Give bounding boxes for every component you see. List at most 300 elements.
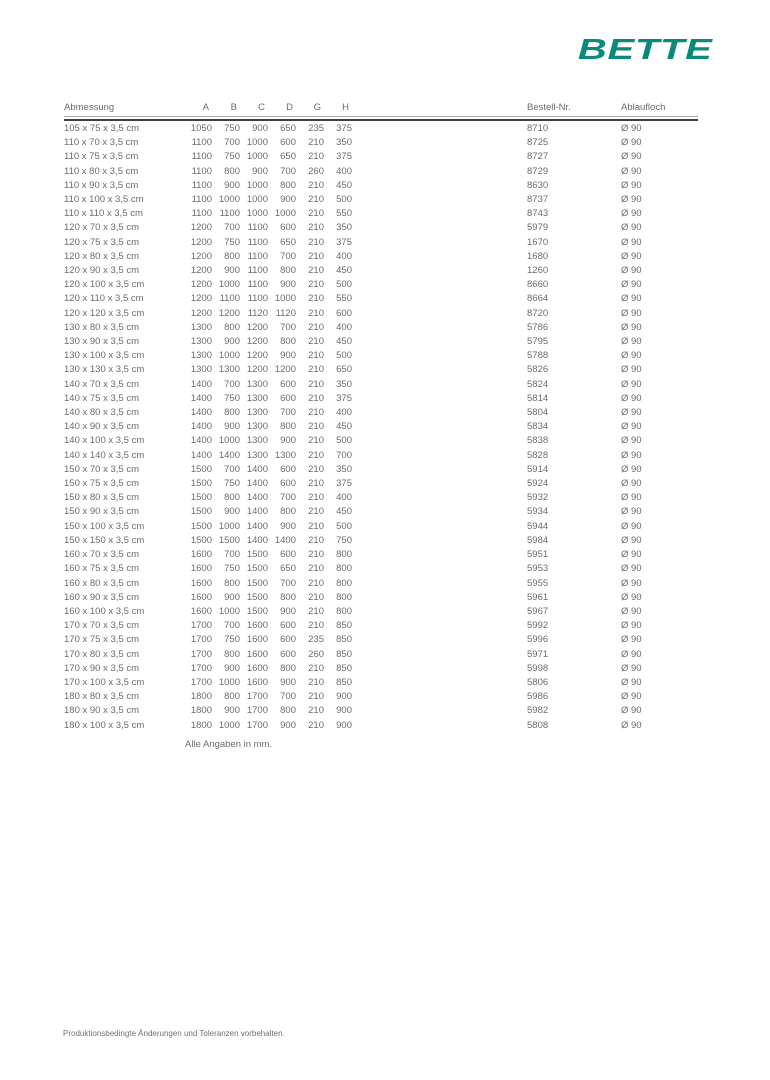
cell-d: 650 (280, 151, 296, 163)
cell-c: 1100 (247, 236, 268, 248)
cell-b: 1000 (218, 350, 240, 362)
cell-abmessung: 170 x 70 x 3,5 cm (64, 620, 139, 632)
table-row (64, 335, 698, 349)
cell-d: 600 (280, 478, 296, 490)
cell-c: 1400 (246, 520, 268, 532)
cell-bestell-nr: 5826 (527, 364, 549, 376)
cell-ablaufloch: Ø 90 (621, 194, 642, 206)
cell-bestell-nr: 5804 (527, 407, 549, 419)
cell-a: 1100 (191, 137, 212, 149)
table-row (64, 122, 698, 136)
cell-ablaufloch: Ø 90 (621, 378, 642, 390)
cell-b: 750 (224, 634, 240, 646)
cell-abmessung: 110 x 70 x 3,5 cm (64, 137, 139, 149)
cell-h: 550 (336, 208, 352, 220)
cell-a: 1400 (190, 421, 212, 433)
col-header-b: B (230, 102, 237, 113)
cell-abmessung: 140 x 90 x 3,5 cm (64, 421, 139, 433)
cell-g: 210 (308, 492, 324, 504)
cell-d: 700 (280, 250, 296, 262)
cell-ablaufloch: Ø 90 (621, 506, 642, 518)
cell-c: 1600 (246, 648, 268, 660)
table-row (64, 704, 698, 718)
cell-b: 750 (224, 236, 240, 248)
cell-b: 900 (224, 265, 240, 277)
cell-d: 900 (280, 279, 296, 291)
footer-disclaimer: Produktionsbedingte Änderungen und Toleranzen vorbehalten. (63, 1029, 285, 1038)
cell-c: 1500 (246, 549, 268, 561)
cell-b: 700 (224, 620, 240, 632)
cell-h: 750 (336, 534, 352, 546)
cell-abmessung: 130 x 100 x 3,5 cm (64, 350, 145, 362)
table-row (64, 321, 698, 335)
cell-b: 700 (224, 463, 240, 475)
cell-a: 1300 (190, 350, 212, 362)
cell-d: 800 (280, 421, 296, 433)
cell-g: 210 (308, 506, 324, 518)
cell-h: 500 (336, 520, 352, 532)
cell-d: 650 (280, 236, 296, 248)
cell-c: 1000 (246, 179, 268, 191)
cell-ablaufloch: Ø 90 (621, 279, 642, 291)
cell-g: 210 (308, 250, 324, 262)
cell-g: 210 (308, 137, 324, 149)
cell-bestell-nr: 5934 (527, 506, 549, 518)
cell-b: 700 (224, 378, 240, 390)
cell-g: 210 (308, 534, 324, 546)
cell-b: 700 (224, 549, 240, 561)
cell-d: 600 (280, 222, 296, 234)
cell-ablaufloch: Ø 90 (621, 350, 642, 362)
cell-ablaufloch: Ø 90 (621, 534, 642, 546)
cell-g: 210 (308, 208, 324, 220)
cell-bestell-nr: 8720 (527, 307, 549, 319)
cell-g: 210 (308, 194, 324, 206)
cell-ablaufloch: Ø 90 (621, 620, 642, 632)
cell-abmessung: 110 x 75 x 3,5 cm (64, 151, 139, 163)
cell-abmessung: 170 x 90 x 3,5 cm (64, 662, 139, 674)
cell-ablaufloch: Ø 90 (621, 691, 642, 703)
header-rule-thick (64, 119, 698, 121)
cell-b: 1300 (218, 364, 240, 376)
cell-g: 210 (308, 350, 324, 362)
cell-b: 750 (224, 478, 240, 490)
table-row (64, 349, 698, 363)
cell-abmessung: 180 x 100 x 3,5 cm (64, 719, 145, 731)
table-row (64, 605, 698, 619)
cell-bestell-nr: 5814 (527, 392, 549, 404)
table-row (64, 633, 698, 647)
cell-d: 1120 (275, 307, 296, 319)
cell-b: 700 (224, 222, 240, 234)
cell-a: 1200 (190, 222, 212, 234)
cell-c: 1100 (247, 250, 268, 262)
cell-bestell-nr: 5838 (527, 435, 549, 447)
cell-bestell-nr: 5982 (527, 705, 549, 717)
cell-abmessung: 110 x 110 x 3,5 cm (64, 208, 143, 220)
table-row (64, 477, 698, 491)
cell-abmessung: 180 x 80 x 3,5 cm (64, 691, 139, 703)
cell-g: 210 (308, 676, 324, 688)
cell-bestell-nr: 5971 (527, 648, 549, 660)
table-row (64, 648, 698, 662)
table-row (64, 378, 698, 392)
cell-d: 800 (280, 265, 296, 277)
cell-b: 800 (224, 691, 240, 703)
dimensions-table (64, 101, 698, 733)
cell-d: 800 (280, 662, 296, 674)
cell-bestell-nr: 5808 (527, 719, 549, 731)
cell-a: 1400 (190, 407, 212, 419)
cell-a: 1700 (190, 620, 212, 632)
table-row (64, 491, 698, 505)
cell-ablaufloch: Ø 90 (621, 478, 642, 490)
cell-g: 210 (308, 435, 324, 447)
cell-a: 1500 (190, 534, 212, 546)
cell-c: 900 (252, 123, 268, 134)
cell-abmessung: 150 x 90 x 3,5 cm (64, 506, 139, 518)
cell-h: 500 (336, 435, 352, 447)
cell-bestell-nr: 8725 (527, 137, 549, 149)
cell-b: 800 (224, 407, 240, 419)
cell-h: 850 (336, 620, 352, 632)
cell-ablaufloch: Ø 90 (621, 591, 642, 603)
cell-g: 210 (308, 307, 324, 319)
cell-abmessung: 140 x 140 x 3,5 cm (64, 449, 145, 461)
cell-b: 1000 (218, 605, 240, 617)
cell-h: 450 (336, 336, 352, 348)
cell-a: 1600 (190, 563, 212, 575)
cell-c: 1000 (246, 194, 268, 206)
cell-h: 350 (336, 463, 352, 475)
cell-a: 1200 (190, 265, 212, 277)
table-row (64, 719, 698, 733)
cell-h: 375 (336, 236, 352, 248)
cell-bestell-nr: 8660 (527, 279, 549, 291)
cell-a: 1500 (190, 520, 212, 532)
cell-b: 1000 (218, 194, 240, 206)
cell-c: 1200 (246, 321, 268, 333)
cell-abmessung: 120 x 90 x 3,5 cm (64, 265, 139, 277)
cell-h: 550 (336, 293, 352, 305)
cell-c: 1600 (246, 676, 268, 688)
cell-a: 1100 (191, 151, 212, 163)
cell-g: 210 (308, 222, 324, 234)
cell-h: 800 (336, 563, 352, 575)
table-row (64, 577, 698, 591)
cell-h: 900 (336, 719, 352, 731)
table-row (64, 463, 698, 477)
cell-c: 1100 (247, 265, 268, 277)
cell-g: 210 (308, 520, 324, 532)
cell-abmessung: 140 x 100 x 3,5 cm (64, 435, 145, 447)
cell-a: 1200 (190, 250, 212, 262)
cell-g: 210 (308, 279, 324, 291)
cell-bestell-nr: 5961 (527, 591, 549, 603)
cell-a: 1400 (190, 449, 212, 461)
cell-b: 800 (224, 648, 240, 660)
cell-bestell-nr: 8727 (527, 151, 549, 163)
cell-g: 235 (308, 123, 324, 134)
cell-d: 900 (280, 676, 296, 688)
cell-g: 210 (308, 236, 324, 248)
cell-h: 500 (336, 350, 352, 362)
cell-g: 210 (308, 662, 324, 674)
cell-a: 1700 (190, 648, 212, 660)
cell-ablaufloch: Ø 90 (621, 321, 642, 333)
cell-g: 210 (308, 705, 324, 717)
cell-h: 450 (336, 506, 352, 518)
table-row (64, 676, 698, 690)
cell-bestell-nr: 5967 (527, 605, 549, 617)
cell-g: 260 (308, 165, 324, 177)
cell-b: 1000 (218, 520, 240, 532)
table-row (64, 662, 698, 676)
cell-h: 800 (336, 605, 352, 617)
col-header-bestell-nr: Bestell-Nr. (527, 102, 571, 113)
table-row (64, 207, 698, 221)
cell-b: 800 (224, 321, 240, 333)
cell-abmessung: 110 x 90 x 3,5 cm (64, 179, 139, 191)
cell-d: 900 (280, 194, 296, 206)
cell-d: 800 (280, 506, 296, 518)
cell-bestell-nr: 5834 (527, 421, 549, 433)
cell-a: 1050 (190, 123, 212, 134)
cell-d: 600 (280, 620, 296, 632)
cell-c: 1000 (246, 151, 268, 163)
cell-c: 1100 (247, 279, 268, 291)
cell-c: 1100 (247, 293, 268, 305)
cell-g: 210 (308, 378, 324, 390)
cell-abmessung: 180 x 90 x 3,5 cm (64, 705, 139, 717)
cell-bestell-nr: 5806 (527, 676, 549, 688)
cell-ablaufloch: Ø 90 (621, 549, 642, 561)
cell-ablaufloch: Ø 90 (621, 421, 642, 433)
col-header-c: C (258, 102, 265, 113)
cell-d: 900 (280, 719, 296, 731)
cell-abmessung: 170 x 100 x 3,5 cm (64, 676, 145, 688)
cell-c: 1300 (246, 378, 268, 390)
cell-a: 1300 (190, 321, 212, 333)
cell-h: 400 (336, 492, 352, 504)
cell-b: 1000 (218, 719, 240, 731)
cell-c: 900 (252, 165, 268, 177)
cell-ablaufloch: Ø 90 (621, 492, 642, 504)
cell-g: 210 (308, 449, 324, 461)
cell-bestell-nr: 5951 (527, 549, 549, 561)
cell-bestell-nr: 5824 (527, 378, 549, 390)
cell-bestell-nr: 5984 (527, 534, 549, 546)
cell-a: 1700 (190, 676, 212, 688)
cell-a: 1600 (190, 577, 212, 589)
col-header-h: H (342, 102, 349, 113)
cell-d: 1400 (274, 534, 296, 546)
cell-h: 500 (336, 194, 352, 206)
table-row (64, 179, 698, 193)
cell-bestell-nr: 5786 (527, 321, 549, 333)
cell-g: 210 (308, 691, 324, 703)
table-row (64, 562, 698, 576)
cell-a: 1200 (190, 279, 212, 291)
cell-h: 450 (336, 421, 352, 433)
cell-abmessung: 160 x 90 x 3,5 cm (64, 591, 139, 603)
cell-a: 1800 (190, 705, 212, 717)
cell-d: 600 (280, 378, 296, 390)
cell-a: 1100 (191, 165, 212, 177)
cell-abmessung: 150 x 70 x 3,5 cm (64, 463, 139, 475)
cell-b: 1000 (218, 676, 240, 688)
cell-h: 800 (336, 591, 352, 603)
cell-c: 1120 (247, 307, 268, 319)
cell-abmessung: 170 x 75 x 3,5 cm (64, 634, 139, 646)
cell-d: 700 (280, 492, 296, 504)
cell-b: 750 (224, 392, 240, 404)
cell-ablaufloch: Ø 90 (621, 307, 642, 319)
cell-bestell-nr: 5992 (527, 620, 549, 632)
cell-h: 450 (336, 265, 352, 277)
cell-c: 1700 (246, 705, 268, 717)
cell-d: 1000 (274, 208, 296, 220)
brand-logo: BETTE (578, 34, 713, 66)
cell-bestell-nr: 1680 (527, 250, 549, 262)
cell-abmessung: 160 x 100 x 3,5 cm (64, 605, 145, 617)
cell-d: 600 (280, 392, 296, 404)
cell-d: 700 (280, 165, 296, 177)
header-rule-thin (64, 116, 698, 117)
cell-b: 900 (224, 179, 240, 191)
cell-g: 210 (308, 591, 324, 603)
table-row (64, 690, 698, 704)
cell-g: 210 (308, 463, 324, 475)
cell-c: 1500 (246, 563, 268, 575)
cell-h: 375 (336, 123, 352, 134)
cell-h: 900 (336, 705, 352, 717)
cell-g: 210 (308, 407, 324, 419)
cell-h: 850 (336, 648, 352, 660)
col-header-a: A (202, 102, 209, 113)
cell-g: 210 (308, 620, 324, 632)
cell-bestell-nr: 5953 (527, 563, 549, 575)
cell-abmessung: 130 x 130 x 3,5 cm (64, 364, 145, 376)
cell-abmessung: 120 x 75 x 3,5 cm (64, 236, 139, 248)
cell-ablaufloch: Ø 90 (621, 179, 642, 191)
cell-h: 850 (336, 662, 352, 674)
cell-d: 800 (280, 705, 296, 717)
cell-a: 1500 (190, 478, 212, 490)
table-row (64, 520, 698, 534)
cell-bestell-nr: 5944 (527, 520, 549, 532)
cell-ablaufloch: Ø 90 (621, 265, 642, 277)
cell-b: 800 (224, 165, 240, 177)
cell-ablaufloch: Ø 90 (621, 250, 642, 262)
cell-abmessung: 150 x 80 x 3,5 cm (64, 492, 139, 504)
cell-a: 1400 (190, 378, 212, 390)
table-row (64, 165, 698, 179)
cell-bestell-nr: 5998 (527, 662, 549, 674)
cell-abmessung: 150 x 150 x 3,5 cm (64, 534, 145, 546)
cell-d: 800 (280, 336, 296, 348)
cell-b: 800 (224, 250, 240, 262)
table-row (64, 250, 698, 264)
cell-ablaufloch: Ø 90 (621, 222, 642, 234)
cell-bestell-nr: 5924 (527, 478, 549, 490)
table-row (64, 406, 698, 420)
cell-bestell-nr: 5979 (527, 222, 549, 234)
cell-a: 1300 (190, 336, 212, 348)
cell-d: 700 (280, 577, 296, 589)
cell-g: 210 (308, 563, 324, 575)
cell-c: 1600 (246, 662, 268, 674)
cell-c: 1600 (246, 634, 268, 646)
cell-ablaufloch: Ø 90 (621, 605, 642, 617)
cell-a: 1400 (190, 435, 212, 447)
cell-d: 650 (280, 123, 296, 134)
cell-g: 210 (308, 293, 324, 305)
cell-a: 1700 (190, 662, 212, 674)
cell-d: 900 (280, 520, 296, 532)
table-row (64, 420, 698, 434)
cell-ablaufloch: Ø 90 (621, 520, 642, 532)
cell-a: 1500 (190, 463, 212, 475)
cell-d: 900 (280, 605, 296, 617)
cell-c: 1700 (246, 691, 268, 703)
cell-abmessung: 140 x 70 x 3,5 cm (64, 378, 139, 390)
cell-b: 1400 (218, 449, 240, 461)
cell-b: 900 (224, 506, 240, 518)
col-header-g: G (313, 102, 321, 113)
cell-g: 210 (308, 719, 324, 731)
cell-d: 600 (280, 634, 296, 646)
cell-ablaufloch: Ø 90 (621, 208, 642, 220)
cell-h: 400 (336, 407, 352, 419)
cell-abmessung: 130 x 80 x 3,5 cm (64, 321, 139, 333)
cell-g: 210 (308, 265, 324, 277)
cell-a: 1800 (190, 719, 212, 731)
table-row (64, 236, 698, 250)
cell-c: 1600 (246, 620, 268, 632)
table-row (64, 392, 698, 406)
cell-h: 450 (336, 179, 352, 191)
cell-c: 1400 (246, 534, 268, 546)
cell-g: 210 (308, 151, 324, 163)
cell-abmessung: 130 x 90 x 3,5 cm (64, 336, 139, 348)
cell-a: 1300 (190, 364, 212, 376)
cell-d: 600 (280, 137, 296, 149)
cell-b: 750 (224, 123, 240, 134)
cell-abmessung: 140 x 80 x 3,5 cm (64, 407, 139, 419)
cell-c: 1400 (246, 478, 268, 490)
cell-ablaufloch: Ø 90 (621, 449, 642, 461)
cell-a: 1200 (190, 293, 212, 305)
cell-a: 1500 (190, 506, 212, 518)
table-row (64, 136, 698, 150)
cell-c: 1500 (246, 605, 268, 617)
table-row (64, 278, 698, 292)
cell-c: 1100 (247, 222, 268, 234)
table-row (64, 505, 698, 519)
cell-ablaufloch: Ø 90 (621, 165, 642, 177)
cell-a: 1100 (191, 208, 212, 220)
cell-g: 210 (308, 336, 324, 348)
cell-bestell-nr: 8664 (527, 293, 549, 305)
cell-g: 210 (308, 392, 324, 404)
cell-ablaufloch: Ø 90 (621, 719, 642, 731)
cell-c: 1300 (246, 449, 268, 461)
cell-c: 1300 (246, 392, 268, 404)
cell-abmessung: 160 x 75 x 3,5 cm (64, 563, 139, 575)
cell-bestell-nr: 5795 (527, 336, 549, 348)
table-body (64, 122, 698, 733)
